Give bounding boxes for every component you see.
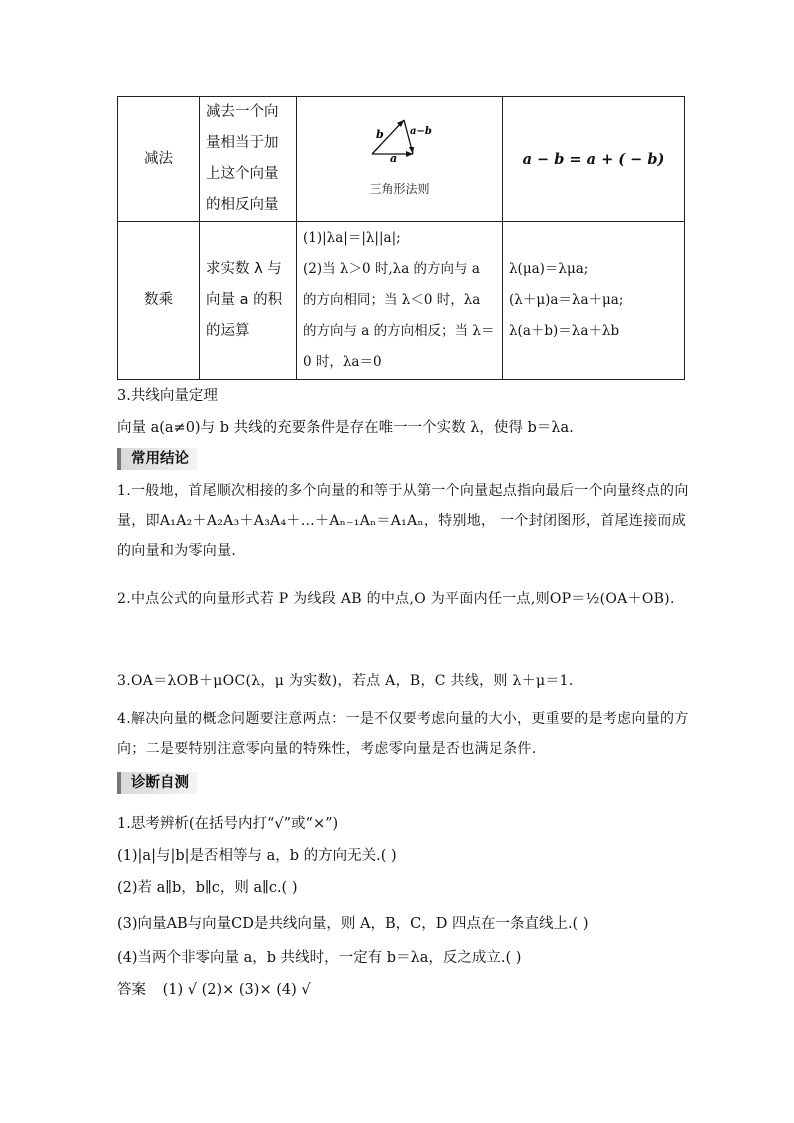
question-3: (3)向量AB与向量CD是共线向量，则 A，B，C，D 四点在一条直线上.( ) — [117, 916, 589, 932]
triangle-caption: 三角形法则 — [369, 181, 430, 196]
vector-operations-table — [117, 96, 685, 380]
diagnosis-intro: 1.思考辨析(在括号内打“√”或“×”) — [117, 816, 339, 832]
op-name-sub: 减法 — [118, 97, 200, 222]
law-3: λ(a＋b)＝λa＋λb — [509, 323, 620, 339]
op-law-mul — [503, 222, 685, 380]
table-row-scalar-multiplication — [118, 222, 685, 380]
common-item-2: 2.中点公式的向量形式若 P 为线段 AB 的中点,O 为平面内任一点,则OP＝½(OA＋OB). — [117, 591, 675, 607]
op-name-mul: 数乘 — [118, 222, 200, 380]
law-1: λ(μa)＝λμa; — [509, 261, 589, 277]
theorem-title: 3.共线向量定理 — [117, 388, 218, 404]
common-item-3: 3.OA＝λOB＋μOC(λ，μ 为实数)，若点 A，B，C 共线，则 λ＋μ＝1. — [117, 673, 574, 689]
label-a: a — [389, 151, 397, 162]
answer-line — [117, 978, 697, 999]
triangle-rule-diagram — [360, 114, 440, 162]
answer-values: (1) √ (2)× (3)× (4) √ — [162, 982, 311, 998]
answer-label: 答案 — [117, 982, 146, 998]
label-a-minus-b: a−b — [409, 125, 432, 137]
section-heading-common: 常用结论 — [117, 448, 197, 470]
question-2: (2)若 a∥b，b∥c，则 a∥c.( ) — [117, 880, 298, 896]
table-row-subtraction — [118, 97, 685, 222]
section-heading-diagnosis: 诊断自测 — [117, 772, 197, 794]
op-def-mul: 求实数 λ 与向量 a 的积的运算 — [200, 222, 297, 380]
question-1: (1)|a|与|b|是否相等与 a，b 的方向无关.( ) — [117, 848, 397, 864]
law-2: (λ＋μ)a＝λa＋μa; — [509, 292, 624, 308]
op-law-sub: a − b = a + ( − b) — [503, 97, 685, 222]
triangle-rule-cell — [297, 97, 503, 222]
theorem-body: 向量 a(a≠0)与 b 共线的充要条件是存在唯一一个实数 λ，使得 b＝λa. — [117, 420, 574, 436]
common-item-4: 4.解决向量的概念问题要注意两点：一是不仅要考虑向量的大小，更重要的是考虑向量的方向；二是要特别注意零向量的特殊性，考虑零向量是否也满足条件. — [117, 711, 689, 757]
label-b: b — [375, 127, 384, 141]
rule-1: (1)|λa|＝|λ||a|; — [303, 230, 401, 246]
rule-2: (2)当 λ＞0 时,λa 的方向与 a 的方向相同；当 λ＜0 时，λa 的方向与 a 的方向相反；当 λ＝0 时，λa＝0 — [303, 261, 495, 370]
question-4: (4)当两个非零向量 a，b 共线时，一定有 b＝λa，反之成立.( ) — [117, 950, 522, 966]
op-rule-mul — [297, 222, 503, 380]
op-def-sub: 减去一个向量相当于加上这个向量的相反向量 — [200, 97, 297, 222]
common-item-1: 1.一般地，首尾顺次相接的多个向量的和等于从第一个向量起点指向最后一个向量终点的向量，即A₁A₂＋A₂A₃＋A₃A₄＋…＋Aₙ₋₁Aₙ＝A₁Aₙ，特别地， 一个封闭图形，首尾连接而成的向量和为零向量. — [117, 483, 689, 559]
